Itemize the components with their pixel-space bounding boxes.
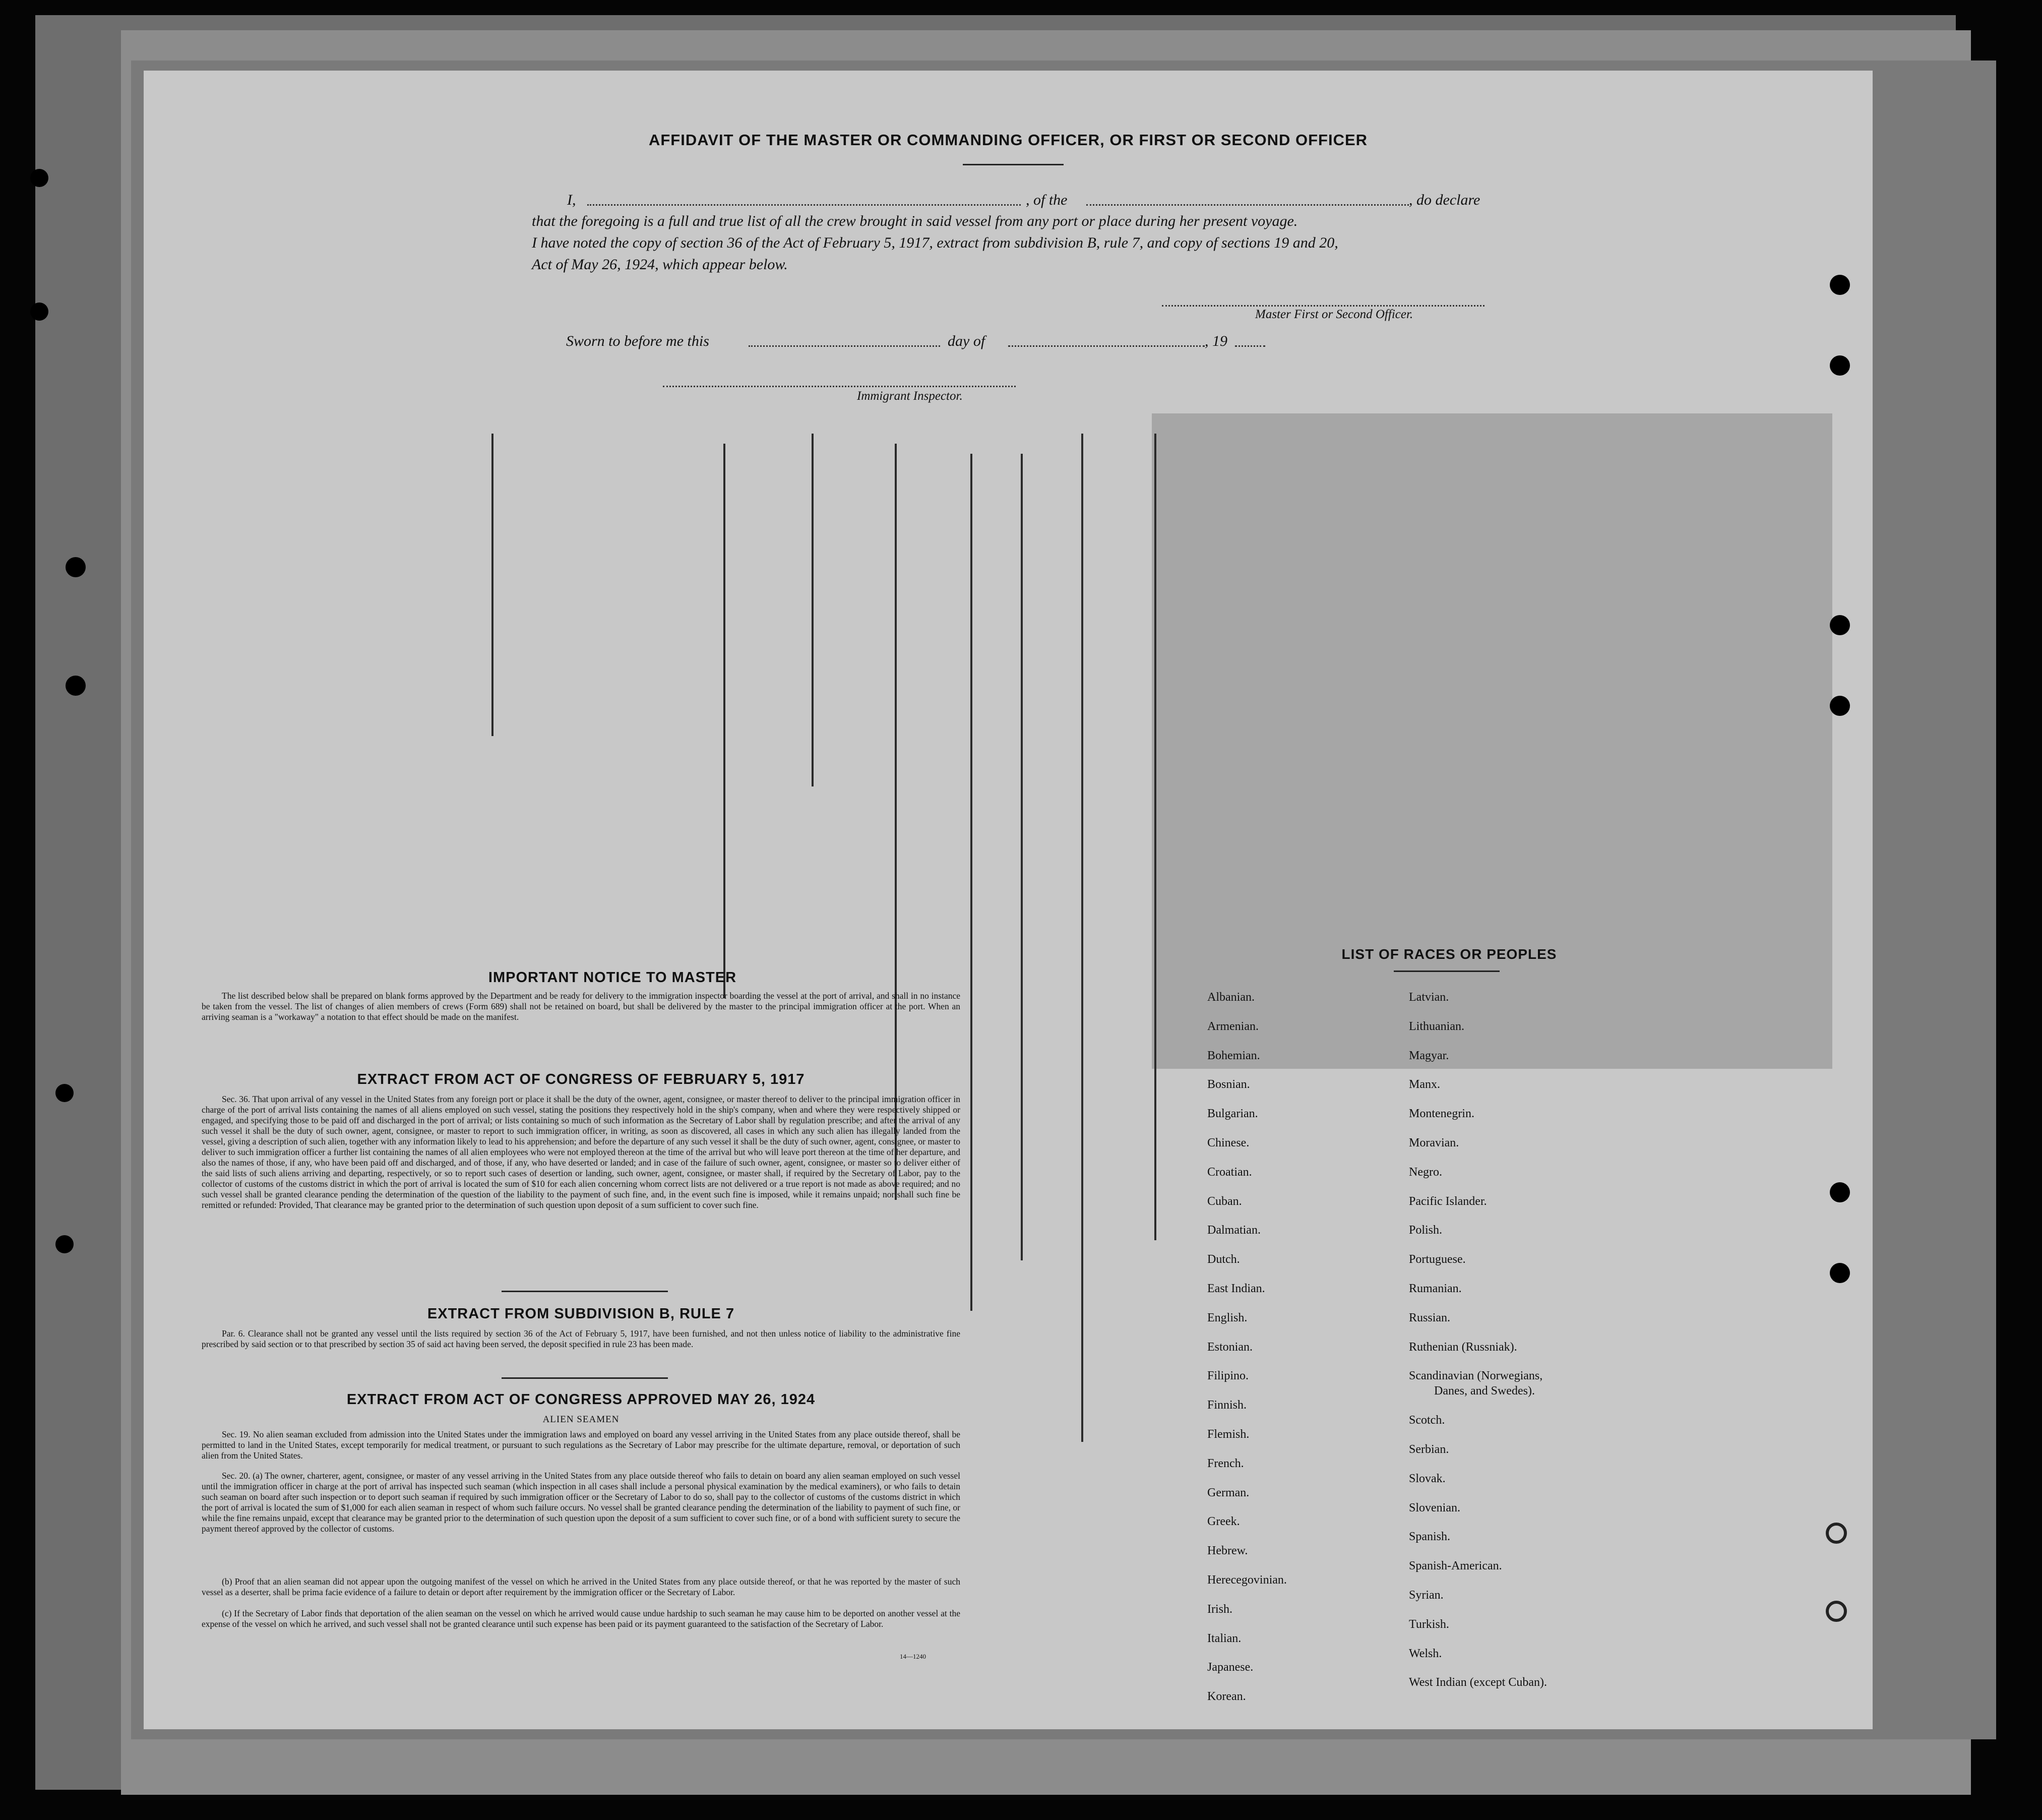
race-entry: Herecegovinian. — [1207, 1573, 1287, 1587]
extract-1917-body: Sec. 36. That upon arrival of any vessel in the United States from any foreign port or place it shall be the duty of the owner, agent, consignee, or master thereof to deliver to the principal immigration officer in charge of the port of arrival lists containing the names of all aliens employed on such vessel, stating the positions they respectively hold in the ship's company, when and where they were respectively shipped or engaged, and specifying those to be paid off and discharged in the port of arrival; or lists containing so much of such information as the Secretary of Labor shall by regulation prescribe; and after the arrival of any such vessel it shall be the duty of such owner, agent, consignee, or master to report to such immigration officer, in writing, as soon as discovered, all cases in which any such alien has illegally landed from the vessel, giving a description of such alien, together with any information likely to lead to his apprehension; and before the departure of any such vessel it shall be the duty of such owner, agent, consignee, or master to deliver to such immigration officer a further list containing the names of all alien employees who were not employed thereon at the time of the arrival but who will leave port thereon at the time of her departure, and also the names of those, if any, who have been paid off and discharged, and of those, if any, who have deserted or landed; and in case of the failure of such owner, agent, consignee, or master so to deliver either of the said lists of such aliens arriving and departing, respectively, or so to report such cases of desertion or landing, such owner, agent, consignee, or master shall, if required by the Secretary of Labor, pay to the collector of customs of the customs district in which the port of arrival is located the sum of $10 for each alien concerning whom correct lists are not delivered or a true report is not made as above required; and no such vessel shall be granted clearance pending the determination of the question of the liability to the payment of such fine, and, in the event such fine is imposed, while it remains unpaid; nor shall such fine be remitted or refunded: Provided, That clearance may be granted prior to the determination of such question upon deposit of a sum sufficient to cover such fine. — [202, 1094, 960, 1210]
race-entry: East Indian. — [1207, 1282, 1265, 1295]
sworn-label: Sworn to before me this — [566, 333, 709, 349]
extract-1924-title: EXTRACT FROM ACT OF CONGRESS APPROVED MAY 26, 1924 — [346, 1391, 816, 1408]
race-entry: Manx. — [1409, 1078, 1440, 1091]
vessel-blank[interactable] — [1086, 204, 1409, 206]
race-entry: Polish. — [1409, 1224, 1443, 1237]
race-entry: West Indian (except Cuban). — [1409, 1676, 1547, 1689]
affidavit-i: I, — [567, 192, 576, 208]
race-entry: Bosnian. — [1207, 1078, 1250, 1091]
race-entry: Magyar. — [1409, 1049, 1449, 1062]
faint-column-line — [812, 434, 814, 786]
race-entry: Greek. — [1207, 1515, 1240, 1529]
race-entry: Chinese. — [1207, 1136, 1250, 1149]
binder-hole — [1830, 615, 1850, 635]
subdiv-b-title: EXTRACT FROM SUBDIVISION B, RULE 7 — [427, 1306, 735, 1322]
faint-column-line — [1154, 434, 1156, 1240]
race-entry: Flemish. — [1207, 1428, 1250, 1441]
faint-column-line — [491, 434, 493, 736]
race-entry: Danes, and Swedes). — [1434, 1384, 1535, 1398]
race-entry: Negro. — [1409, 1165, 1442, 1179]
notice-title: IMPORTANT NOTICE TO MASTER — [488, 969, 737, 986]
sec-19-body: Sec. 19. No alien seaman excluded from admission into the United States under the immigration laws and employed on board any vessel arriving in the United States from any place outside thereof, shall be permitted to land in the United States, except temporarily for medical treatment, or pursuant to such regulations as the Secretary of Labor may prescribe for the ultimate departure, removal, or deportation of such alien from the United States. — [202, 1429, 960, 1461]
binder-hole — [1830, 355, 1850, 376]
sec-20b-body: (b) Proof that an alien seaman did not appear upon the outgoing manifest of the vessel on which he arrived in the United States from any place outside thereof, or that he was reported by the master of such vessel as a deserter, shall be prima facie evidence of a failure to detain or deport after requirement by the immigration officer or the Secretary of Labor. — [202, 1576, 960, 1597]
binder-hole — [55, 1084, 74, 1102]
race-entry: Slovak. — [1409, 1472, 1446, 1485]
race-entry: Ruthenian (Russniak). — [1409, 1340, 1517, 1354]
subdiv-b-body: Par. 6. Clearance shall not be granted any vessel until the lists required by section 36 of the Act of February 5, 1917, have been furnished, and not then unless notice of liability to the administrative fine prescribed by said section or to that prescribed by section 35 of said act having been served, the deposit specified in rule 23 has been made. — [202, 1328, 960, 1349]
race-entry: Spanish-American. — [1409, 1559, 1502, 1573]
race-entry: Bulgarian. — [1207, 1107, 1258, 1121]
race-entry: Rumanian. — [1409, 1282, 1462, 1295]
race-entry: Italian. — [1207, 1631, 1242, 1645]
race-entry: Scandinavian (Norwegians, — [1409, 1369, 1543, 1383]
form-number: 14—1240 — [900, 1653, 926, 1660]
race-entry: Serbian. — [1409, 1443, 1449, 1456]
affidavit-of-the: , of the — [1026, 192, 1068, 208]
race-entry: Spanish. — [1409, 1530, 1451, 1544]
race-entry: Pacific Islander. — [1409, 1194, 1487, 1208]
year-label: , 19 — [1205, 333, 1227, 349]
race-entry: Armenian. — [1207, 1019, 1259, 1033]
race-entry: Latvian. — [1409, 991, 1449, 1004]
faint-column-line — [1081, 434, 1083, 1442]
section-rule — [502, 1377, 668, 1379]
race-entry: English. — [1207, 1311, 1248, 1324]
binder-hole-open — [1826, 1601, 1847, 1622]
binder-hole — [1830, 1182, 1850, 1202]
sworn-day-blank[interactable] — [749, 345, 940, 347]
race-entry: Filipino. — [1207, 1369, 1249, 1383]
race-entry: Dalmatian. — [1207, 1224, 1261, 1237]
document-page — [144, 71, 1873, 1729]
master-signature-label: Master First or Second Officer. — [1255, 308, 1413, 321]
master-signature-blank[interactable] — [1162, 305, 1484, 307]
binder-hole — [1830, 1263, 1850, 1283]
race-entry: Scotch. — [1409, 1414, 1445, 1427]
binder-hole — [30, 169, 48, 187]
sworn-month-blank[interactable] — [1008, 345, 1205, 347]
binder-hole — [1830, 696, 1850, 716]
affidavit-line-4: Act of May 26, 1924, which appear below. — [532, 256, 788, 273]
race-entry: Estonian. — [1207, 1340, 1253, 1354]
binder-hole — [55, 1235, 74, 1253]
race-entry: Welsh. — [1409, 1647, 1442, 1660]
binder-hole — [66, 557, 86, 577]
faint-column-line — [1021, 454, 1023, 1260]
section-rule — [502, 1291, 668, 1292]
race-entry: Portuguese. — [1409, 1253, 1466, 1266]
sec-20c-body: (c) If the Secretary of Labor finds that deportation of the alien seaman on the vessel on which he arrived would cause undue hardship to such seaman he may cause him to be deported on another vessel at the expense of the vessel on which he arrived, and such vessel shall not be granted clearance until such expense has been paid or its payment guaranteed to the satisfaction of the Secretary of Labor. — [202, 1608, 960, 1629]
inspector-label: Immigrant Inspector. — [857, 389, 963, 403]
race-entry: Croatian. — [1207, 1165, 1252, 1179]
binder-hole — [30, 302, 48, 321]
race-entry: Korean. — [1207, 1690, 1246, 1704]
affidavit-line-2: that the foregoing is a full and true list of all the crew brought in said vessel from any port or place during her present voyage. — [532, 213, 1298, 229]
binder-hole — [66, 676, 86, 696]
race-entry: Turkish. — [1409, 1617, 1449, 1631]
binder-hole-open — [1826, 1523, 1847, 1544]
race-entry: Slovenian. — [1409, 1501, 1460, 1514]
sec-20-body: Sec. 20. (a) The owner, charterer, agent, consignee, or master of any vessel arriving in the United States from any place outside thereof who fails to detain on board any alien seaman employed on such vessel until the immigration officer in charge at the port of arrival has inspected such seaman (which inspection in all cases shall include a personal physical examination by the medical examiners), or who fails to detain such seaman on board after such inspection or to deport such seaman if required by such immigration officer or the Secretary of Labor to do so, shall pay to the collector of customs of the customs district in which the port of arrival is located the sum of $1,000 for each alien seaman in respect of whom such failure occurs. No vessel shall be granted clearance pending the determination of the liability to payment of such fine, or while the fine remains unpaid, except that clearance may be granted prior to the determination of such question upon the deposit of a sum sufficient to cover such fine, or of a bond with sufficient surety to secure the payment thereof approved by the collector of customs. — [202, 1471, 960, 1534]
faint-column-line — [723, 444, 725, 998]
year-blank[interactable] — [1235, 345, 1265, 347]
race-entry: Syrian. — [1409, 1589, 1444, 1602]
race-entry: Lithuanian. — [1409, 1019, 1464, 1033]
affidavit-title: AFFIDAVIT OF THE MASTER OR COMMANDING OFFICER, OR FIRST OR SECOND OFFICER — [648, 131, 1368, 149]
race-entry: French. — [1207, 1457, 1244, 1470]
race-entry: Irish. — [1207, 1602, 1232, 1616]
race-entry: Moravian. — [1409, 1136, 1459, 1149]
day-of-label: day of — [948, 333, 985, 349]
races-title: LIST OF RACES OR PEOPLES — [1341, 946, 1557, 962]
race-entry: German. — [1207, 1486, 1250, 1499]
race-entry: Japanese. — [1207, 1661, 1254, 1674]
faint-column-line — [970, 454, 972, 1311]
affidavit-line-3: I have noted the copy of section 36 of the Act of February 5, 1917, extract from subdivision B, rule 7, and copy of sections 19 and 20, — [532, 234, 1338, 251]
notice-body: The list described below shall be prepared on blank forms approved by the Department and be ready for delivery to the immigration inspector boarding the vessel at the port of arrival, and shall in no instance be taken from the vessel. The list of changes of alien members of crews (Form 689) shall not be retained on board, but shall be delivered by the master to the principal immigration officer at the port. When an arriving seaman is a "workaway" a notation to that effect should be made on the manifest. — [202, 991, 960, 1022]
binder-hole — [1830, 275, 1850, 295]
races-rule — [1394, 970, 1500, 972]
race-entry: Hebrew. — [1207, 1544, 1248, 1558]
affidavit-declare: , do declare — [1409, 192, 1480, 208]
race-entry: Bohemian. — [1207, 1049, 1260, 1062]
race-entry: Cuban. — [1207, 1194, 1242, 1208]
race-entry: Dutch. — [1207, 1253, 1240, 1266]
race-entry: Montenegrin. — [1409, 1107, 1474, 1121]
inspector-signature-blank[interactable] — [663, 386, 1016, 387]
title-rule — [963, 164, 1064, 165]
name-blank[interactable] — [587, 204, 1021, 206]
alien-seamen-subtitle: ALIEN SEAMEN — [542, 1414, 620, 1425]
extract-1917-title: EXTRACT FROM ACT OF CONGRESS OF FEBRUARY 5, 1917 — [357, 1071, 805, 1087]
race-entry: Albanian. — [1207, 991, 1255, 1004]
race-entry: Finnish. — [1207, 1399, 1247, 1412]
race-entry: Russian. — [1409, 1311, 1451, 1324]
